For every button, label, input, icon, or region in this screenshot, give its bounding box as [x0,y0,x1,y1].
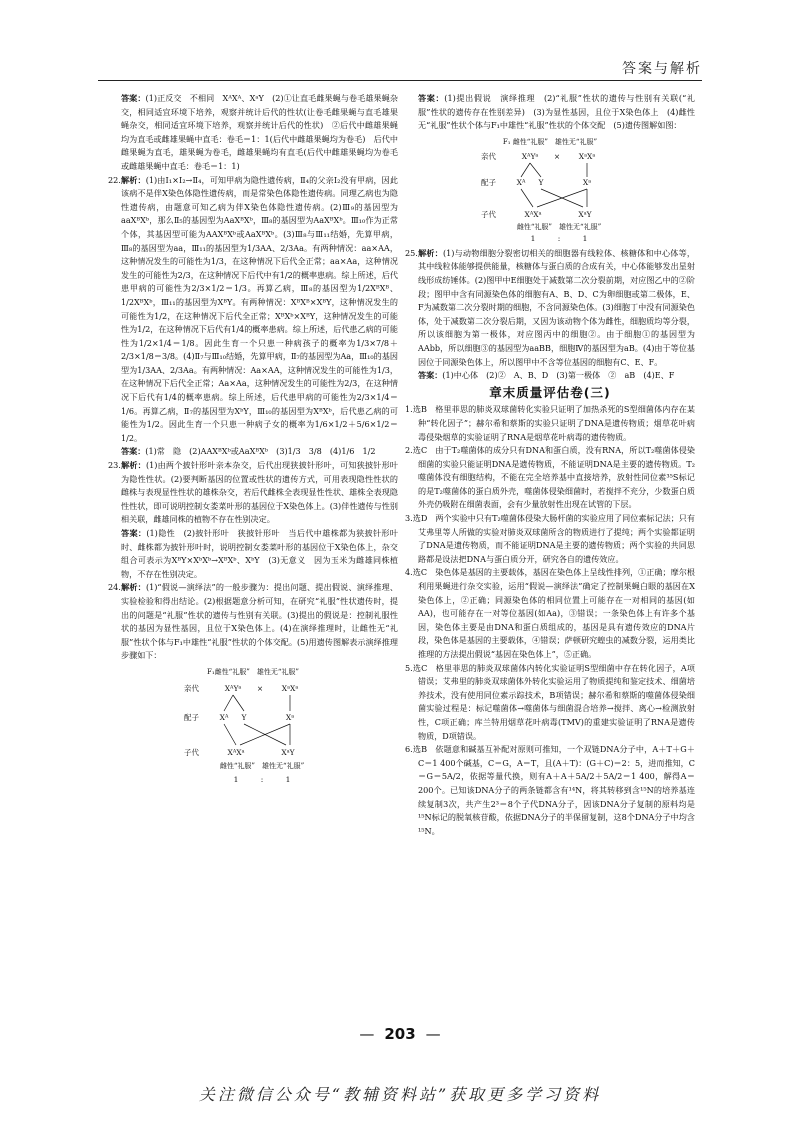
solution-item [405,743,695,838]
parent-cross: × [256,683,264,693]
parent-female: XᴬYᵃ [224,683,242,693]
item-text: 选D 两个实验中只有T₂噬菌体侵染大肠杆菌的实验应用了同位素标记法；只有艾弗里等人所做的实验对肺炎双球菌所含的物质进行了提纯；两个实验都证明了DNA是遗传物质，而不能证明DNA是主要的遗传物质；两个实验的共同思路都是设法把DNA与蛋白质分开，研究各自的遗传效应。 [412,513,695,564]
parent-female: XᴬYᵃ [521,151,539,161]
ratio-1: 1 [233,774,239,784]
footer-watermark-text: 关注微信公众号“教辅资料站”获取更多学习资料 [198,1085,602,1104]
header-title: 答案与解析 [622,61,702,77]
solution-item [405,512,695,566]
meiosis-line [530,163,541,177]
gamete-1: Xᴬ [219,712,229,722]
solution-item [405,444,695,512]
analysis-text: (1)由Ⅰ₁×Ⅰ₂→Ⅱ₄，可知甲病为隐性遗传病，Ⅱ₄的父亲Ⅰ₂没有甲病，因此该病不是伴X染色体隐性遗传病，而是常染色体隐性遗传病。同理乙病也为隐性遗传病，由题意可知乙病为伴X染色体隐性遗传病。(2)Ⅲ₉的基因型为aaXᴮXᵇ，那么Ⅱ₅的基因型为AaXᴮXᵇ，Ⅲ₈的基因型为AaXᴮXᵇ。Ⅲ₁₀作为正常个体，其基因型可能为AAXᴮXᵇ或AaXᴮXᵇ。(3)Ⅲ₈与Ⅲ₁₁结婚，先算甲病，Ⅲ₈的基因型为aa，Ⅲ₁₁的基因型为1/3AA、2/3Aa。有两种情况：aa×AA，这种情况发生的可能性为1/3，在这种情况下后代全正常；aa×Aa，这种情况发生的可能性为2/3，在这种情况下后代中有1/2的概率患病。综上所述，后代患甲病的可能性为2/3×1/2＝1/3。再算乙病，Ⅲ₈的基因型为1/2XᴮXᴮ、1/2XᴮXᵇ，Ⅲ₁₁的基因型为XᴮY。有两种情况：XᴮXᴮ×XᴮY，这种情况发生的可能性为1/2，在这种情况下后代全正常；XᴮXᵇ×XᴮY，这种情况发生的可能性为1/2，在这种情况下后代有1/4的概率患病。综上所述，后代患乙病的可能性为1/2×1/4＝1/8。因此生育一个只患一种病孩子的概率为1/3×7/8＋2/3×1/8＝3/8。(4)Ⅱ₇与Ⅲ₁₀结婚，先算甲病，Ⅱ₇的基因型为Aa，Ⅲ₁₀的基因型为1/3AA、2/3Aa。有两种情况：Aa×AA，这种情况发生的可能性为1/3，在这种情况下后代全正常；Aa×Aa，这种情况发生的可能性为2/3，在这种情况下后代有1/4的概率患病。综上所述，后代患甲病的可能性为2/3×1/4＝1/6。再算乙病，Ⅱ₇的基因型为XᵇY，Ⅲ₁₀的基因型为XᴮXᵇ，后代患乙病的可能性为1/2。因此生育一个只患一种病子女的概率为1/6×1/2＋5/6×1/2＝1/2。 [121,174,398,443]
fertilization-line [224,724,236,745]
solution-item [405,662,695,744]
offspring-label: 雌性“礼服” 雄性无“礼服” [516,222,602,231]
offspring-1: XᴬXᵃ [524,209,542,219]
parent-cross: × [553,151,561,161]
analysis-label: 解析： [120,174,146,185]
question-number: 24. [108,582,121,593]
answer-label: 答案： [121,93,146,103]
page-number-dash: — [425,1025,441,1043]
answer-label: 答案： [418,93,445,103]
meiosis-line [224,695,233,711]
gamete-3: Xᵃ [582,177,592,187]
question-22-analysis [108,174,398,446]
item-number: 2. [405,445,413,456]
ratio-2: 1 [285,774,291,784]
gamete-3: Xᵃ [285,712,295,722]
answer-text: (1)隐性 (2)披针形叶 狭披针形叶 当后代中雄株都为狭披针形叶时、雌株都为披针形叶时，说明控制女娄菜叶形的基因位于X染色体上，杂交组合可表示为XᴮY×XᵇXᵇ→XᴮXᵇ、XᵇY (3)无意义 因为玉米为雌雄同株植物，不存在性别决定。 [121,528,398,579]
ratio-1: 1 [530,233,536,243]
item-text: 选C 格里菲思的肺炎双球菌体内转化实验证明S型细菌中存在转化因子，A项错误；艾弗里的肺炎双球菌体外转化实验运用了物质提纯和鉴定技术、细菌培养技术，没有使用同位素示踪技术，B项错误；赫尔希和蔡斯的噬菌体侵染细菌实验过程是：标记噬菌体→噬菌体与细菌混合培养→搅拌、离心→检测放射性，C项正确；库兰特用烟草花叶病毒(TMV)的重建实验证明了RNA是遗传物质，D项错误。 [412,662,695,741]
offspring-2: XᵃY [578,209,592,219]
right-column [405,92,695,992]
ratio-separator: : [260,774,264,784]
page-number-value: 203 [384,1025,416,1043]
answer-24 [405,92,695,133]
section-title: 章末质量评估卷(三) [489,384,611,400]
offspring-2: XᵃY [281,747,295,757]
item-number: 1. [405,404,413,415]
parent-male: XᵃXᵃ [281,683,299,693]
question-number: 22. [108,174,121,185]
analysis-text: (1)“假说—演绎法”的一般步骤为：提出问题、提出假说、演绎推理、实验检验和得出结论。(2)根据题意分析可知，在研究“礼服”性状遗传时，提出的问题是“礼服”性状的遗传与性别有关联。(3)提出的假说是：控制礼服性状的基因为显性基因，且位于X染色体上。(4)在演绎推理时，让雌性无“礼服”性状个体与F₁中雄性“礼服”性状的个体交配。(5)用遗传图解表示演绎推理步骤如下： [121,582,398,661]
answer-label: 答案： [121,528,147,538]
row-label-parent: 亲代 [481,151,496,161]
left-column [108,92,398,1007]
question-23-analysis [108,459,398,527]
fertilization-line [240,724,290,745]
row-label-offspring: 子代 [184,747,199,757]
genetic-diagram-left [178,665,328,791]
diagram-title: F₁ 雌性“礼服” 雄性无“礼服” [502,137,598,146]
page-number [0,1025,800,1043]
solution-item [405,403,695,444]
answer-text: (1)中心体 (2)② A、B、D (3)第一极体 ② aB (4)E、F [442,370,675,381]
question-number: 25. [405,247,418,258]
analysis-label: 解析： [120,460,146,471]
item-number: 3. [405,513,413,524]
solution-list [405,403,695,838]
parent-male: XᵃXᵃ [578,151,596,161]
header-rule [98,80,702,81]
fertilization-line [521,189,533,207]
solution-item [405,566,695,661]
ratio-2: 1 [582,233,588,243]
answer-label: 答案： [121,446,146,457]
question-number: 23. [108,460,121,471]
diagram-title: F₁雌性“礼服” 雄性无“礼服” [207,667,299,676]
row-label-parent: 亲代 [184,683,199,693]
answer-23 [108,527,398,581]
fertilization-line [537,189,587,207]
analysis-label: 解析： [120,582,146,593]
answer-21 [108,92,398,174]
row-label-offspring: 子代 [481,209,496,219]
ratio-separator: : [557,233,561,243]
answer-text: (1)常 隐 (2)AAXᴮXᵇ或AaXᴮXᵇ (3)1/3 3/8 (4)1/6 1/2 [145,446,376,457]
item-text: 选C 染色体是基因的主要载体，基因在染色体上呈线性排列，①正确；摩尔根利用果蝇进行杂交实验，运用“假说—演绎法”确定了控制果蝇白眼的基因在X染色体上，②正确；同源染色体的相同位置上可能存在一对相同的基因(如AA)，也可能存在一对等位基因(如Aa)，③错误；一条染色体上有许多个基因，染色体主要是由DNA和蛋白质组成的，基因是具有遗传效应的DNA片段，染色体是基因的主要载体，④错误；萨顿研究蝗虫的减数分裂，运用类比推理的方法提出假说“基因在染色体上”，⑤正确。 [412,567,695,659]
analysis-text: (1)由两个披针形叶亲本杂交，后代出现狭披针形叶，可知狭披针形叶为隐性性状。(2)要判断基因的位置或性状的遗传方式，可用表现隐性性状的雌株与表现显性性状的雄株杂交，若后代雌株全表现显性性状、雄株全表现隐性性状，即可说明控制女娄菜叶形的基因位于X染色体上。(3)伴性遗传与性别相关联，雌雄同株的植物不存在性别决定。 [121,460,398,525]
answer-label: 答案： [418,370,443,381]
offspring-label: 雌性“礼服” 雄性无“礼服” [219,761,305,770]
gamete-1: Xᴬ [516,177,526,187]
answer-22 [108,445,398,459]
row-label-gamete: 配子 [481,177,496,187]
answer-text: (1)提出假说 演绎推理 (2)“礼服”性状的遗传与性别有关联(“礼服”性状的遗传存在性别差异) (3)为显性基因，且位于X染色体上 (4)雌性无“礼服”性状个体与F₁中雄性“礼服”性状的个体交配 (5)遗传图解如图： [418,93,695,131]
gamete-2: Y [538,177,544,187]
answer-25 [405,369,695,383]
meiosis-line [521,163,530,177]
item-number: 4. [405,567,413,578]
item-text: 选C 由于T₂噬菌体的成分只有DNA和蛋白质，没有RNA，所以T₂噬菌体侵染细菌的实验只能证明DNA是遗传物质，不能证明DNA是主要的遗传物质。T₂噬菌体没有细胞结构，不能在完全培养基中直接培养，放射性同位素³⁵S标记的是T₂噬菌体的蛋白质外壳，噬菌体侵染细菌时，若搅拌不充分，少数蛋白质外壳仍吸附在细菌表面，会有少量放射性出现在试管的下层。 [412,445,695,510]
item-text: 选B 依题意和碱基互补配对原则可推知，一个双链DNA分子中，A＋T＋G＋C＝1 400个碱基，C＝G，A＝T，且(A＋T)：(G＋C)＝2：5，进而推知，C＝G＝5A/2，依据等量代换，则有A＋A＋5A/2＋5A/2＝1 400，解得A＝200个。已知该DNA分子的两条链都含有¹⁴N，将其转移到含¹⁵N的培养基连续复制3次，共产生2³＝8个子代DNA分子，因该DNA分子复制的原料均是¹⁵N标记的脱氧核苷酸，依据DNA分子的半保留复制，这8个DNA分子中均含¹⁵N。 [412,744,695,836]
answer-text: (1)正反交 不相同 XᴬXᴬ、XᵃY (2)①让直毛雌果蝇与卷毛雄果蝇杂交，相同适宜环境下培养，观察并统计后代的性状(让卷毛雌果蝇与直毛雄果蝇杂交，相同适宜环境下培养，观察并统计后代的性状) ②后代中雌雄果蝇均为直毛或雌雄果蝇中直毛：卷毛＝1：1(后代中雌雄果蝇均为卷毛) 后代中雌果蝇为直毛，雄果蝇为卷毛，雌雄果蝇均有直毛(后代中雌雄果蝇均为卷毛或雌雄果蝇中直毛：卷毛＝1：1) [121,93,398,171]
item-text: 选B 格里菲思的肺炎双球菌转化实验只证明了加热杀死的S型细菌体内存在某种“转化因子”；赫尔希和蔡斯的实验只证明了DNA是遗传物质；烟草花叶病毒侵染烟草的实验证明了RNA是烟草花叶病毒的遗传物质。 [412,404,695,442]
page-number-dash: — [359,1025,375,1043]
item-number: 5. [405,662,413,673]
question-24-analysis [108,581,398,663]
question-25-analysis [405,247,695,369]
item-number: 6. [405,744,413,755]
row-label-gamete: 配子 [184,712,199,722]
meiosis-line [233,695,244,711]
gamete-2: Y [241,712,247,722]
offspring-1: XᴬXᵃ [227,747,245,757]
analysis-text: (1)与动物细胞分裂密切相关的细胞器有线粒体、核糖体和中心体等，其中线粒体能够提供能量，核糖体与蛋白质的合成有关，中心体能够发出星射线形成纺锤体。(2)图甲中E细胞处于减数第二次分裂前期，对应图乙中的②阶段；图甲中含有同源染色体的细胞有A、B、D、C为卵细胞或第二极体，E、F为减数第二次分裂时期的细胞，不含同源染色体。(3)细胞丁中没有同源染色体，处于减数第二次分裂后期，又因为该动物个体为雌性，细胞质均等分裂，所以该细胞为第一极体，对应图丙中的细胞②。由于细胞①的基因型为AAbb，所以细胞③的基因型为aaBB，细胞Ⅳ的基因型为aB。(4)由于等位基因位于同源染色体上，所以图甲中不含等位基因的细胞有C、E、F。 [418,247,695,367]
genetic-diagram-right [475,135,625,245]
analysis-label: 解析： [417,247,443,258]
